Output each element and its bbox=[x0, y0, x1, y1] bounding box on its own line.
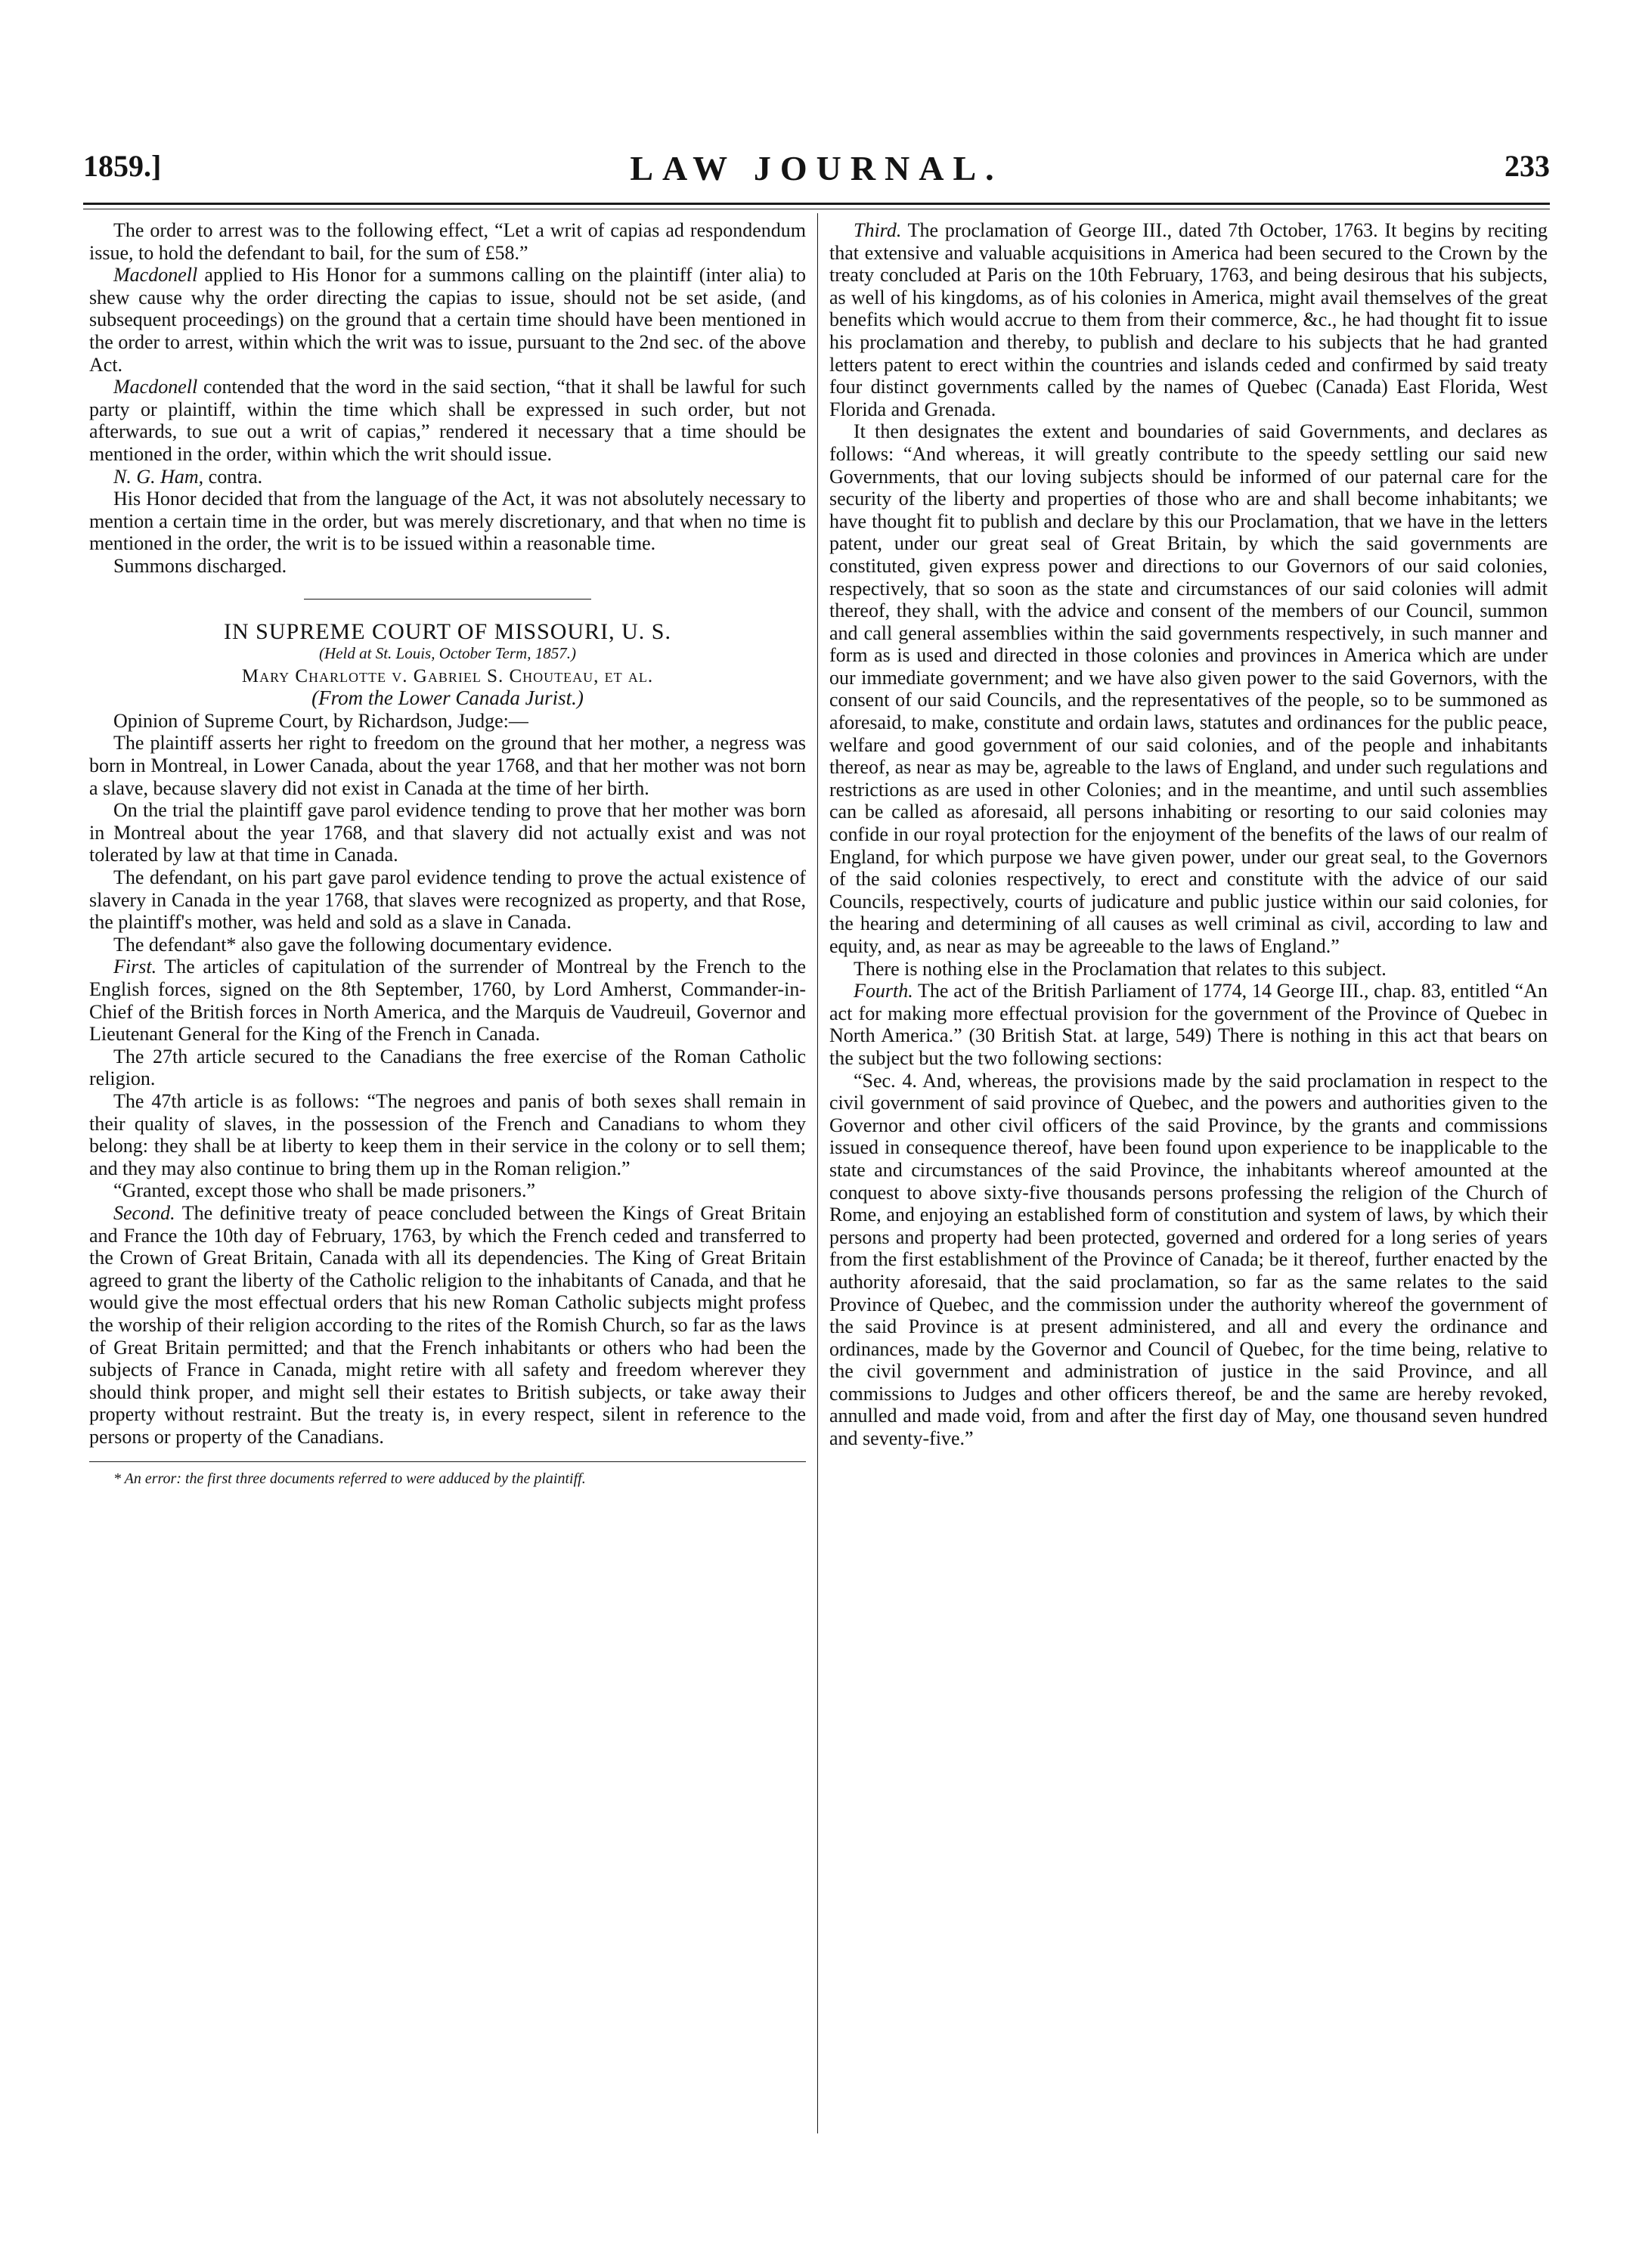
paragraph-text: The defendant, on his part gave parol evidence tending to prove the actual existence of slavery in Canada in the year 1768, that slaves were recognized as property, and that Rose, the plaintiff's mother, was held and sold as a slave in Canada. bbox=[89, 866, 806, 934]
opinion-paragraph bbox=[89, 799, 806, 866]
paragraph-text: The 27th article secured to the Canadians the free exercise of the Roman Catholic religion. bbox=[89, 1045, 806, 1090]
opinion-paragraph bbox=[829, 958, 1548, 981]
opinion-paragraph bbox=[89, 1202, 806, 1448]
article-body bbox=[89, 710, 806, 1448]
opinion-paragraph bbox=[89, 1179, 806, 1202]
paragraph-lead: First. bbox=[113, 956, 157, 978]
column-divider bbox=[817, 213, 818, 2133]
opinion-paragraph bbox=[89, 1046, 806, 1090]
opinion-paragraph bbox=[89, 710, 806, 733]
paragraph-lead: Second. bbox=[113, 1201, 175, 1224]
opinion-paragraph bbox=[829, 219, 1548, 420]
case-paragraph bbox=[89, 376, 806, 465]
paragraph-lead: Fourth. bbox=[854, 980, 913, 1002]
paragraph-lead: N. G. Ham, bbox=[113, 465, 204, 488]
paragraph-lead: Third. bbox=[854, 219, 902, 241]
case-paragraph bbox=[89, 466, 806, 488]
opinion-paragraph bbox=[89, 1090, 806, 1179]
paragraph-lead: Macdonell bbox=[113, 376, 198, 398]
article-title: IN SUPREME COURT OF MISSOURI, U. S. bbox=[224, 618, 671, 644]
article-court-term: (Held at St. Louis, October Term, 1857.) bbox=[319, 644, 576, 663]
right-column bbox=[829, 219, 1548, 1450]
paragraph-text: The order to arrest was to the following effect, “Let a writ of capias ad respondendum issue, to hold the defendant to bail, for the sum of £58.” bbox=[89, 219, 806, 264]
article-body-continued bbox=[829, 219, 1548, 1450]
paragraph-text: The plaintiff asserts her right to freedom on the ground that her mother, a negress was born in Montreal, in Lower Canada, about the year 1768, and that her mother was not born a slave, because slavery did not exist in Canada at the time of her birth. bbox=[89, 732, 806, 799]
page-number: 233 bbox=[1504, 149, 1550, 183]
paragraph-text: It then designates the extent and boundaries of said Governments, and declares as follows: “And whereas, it will greatly contribute to the speedy settling our said new Governments, that our loving subjects should be informed of our paternal care for the security of the liberty and properties of those who are and shall become inhabitants; we have thought fit to publish and declare by this our Proclamation, that we have in the letters patent, under our great seal of Great Britain, by which the said governments are constituted, given express power and directions to our Governors of our said colonies, respectively, that so soon as the state and circumstances of our said colonies will admit thereof, they shall, with the advice and consent of the members of our Council, summon and call general assemblies within the said governments respectively, in such manner and form as is used and directed in those colonies and provinces in America which are under our immediate government; and we have also given power to the said Governors, with the consent of our said Councils, and the representatives of the people, so to be summoned as aforesaid, to make, constitute and ordain laws, statutes and ordinances for the public peace, welfare and good government of our said colonies, and of the people and inhabitants thereof, as near as may be, agreable to the laws of England, and under such regulations and restrictions as are used in other Colonies; and in the meantime, and until such assemblies can be called as aforesaid, all persons inhabiting or resorting to our said colonies may confide in our royal protection for the enjoyment of the benefits of the laws of our realm of England, for which purpose we have given power, under our great seal, to the Governors of the said colonies respectively, to erect and constitute with the advice of our said Councils, respectively, courts of judicature and public justice within our said colonies, for the hearing and determining of all causes as well criminal as civil, according to law and equity, and, as near as may be agreeable to the laws of England.” bbox=[829, 420, 1548, 957]
opinion-paragraph bbox=[89, 866, 806, 934]
paragraph-text: “Granted, except those who shall be made prisoners.” bbox=[113, 1179, 536, 1202]
case-paragraph bbox=[89, 555, 806, 578]
paragraph-text: Opinion of Supreme Court, by Richardson, Judge:— bbox=[113, 709, 528, 732]
paragraph-text: The defendant* also gave the following documentary evidence. bbox=[113, 933, 612, 956]
paragraph-text: applied to His Honor for a summons calling on the plaintiff (inter alia) to shew cause why the order directing the capias to issue, should not be set aside, (and subsequent proceedings) on the ground that a certain time should have been mentioned in the order to arrest, within which the writ was to issue, pursuant to the 2nd sec. of the above Act. bbox=[89, 264, 806, 376]
article-parties: Mary Charlotte v. Gabriel S. Chouteau, et al. bbox=[241, 665, 654, 686]
opinion-paragraph bbox=[829, 980, 1548, 1069]
case-paragraph bbox=[89, 264, 806, 376]
case-report-continued bbox=[89, 219, 806, 578]
left-column bbox=[89, 219, 806, 1491]
opinion-paragraph bbox=[829, 420, 1548, 957]
header-rule-thick bbox=[83, 203, 1550, 205]
paragraph-text: His Honor decided that from the language of the Act, it was not absolutely necessary to mention a certain time in the order, but was merely discretionary, and that when no time is mentioned in the order, the writ is to be issued within a reasonable time. bbox=[89, 488, 806, 555]
opinion-paragraph bbox=[829, 1070, 1548, 1450]
article-source: (From the Lower Canada Jurist.) bbox=[311, 686, 584, 710]
paragraph-text: The definitive treaty of peace concluded between the Kings of Great Britain and France the 10th day of February, 1763, by which the French ceded and transferred to the Crown of Great Britain, Canada with all its dependencies. The King of Great Britain agreed to grant the liberty of the Catholic religion to the inhabitants of Canada, and that he would give the most effectual orders that his new Roman Catholic subjects might profess the worship of their religion according to the rites of the Romish Church, so far as the laws of Great Britain permitted; and that the French inhabitants or others who had been the subjects of France in Canada, might retire with all safety and freedom wherever they should think proper, and might sell their estates to British subjects, or take away their property without restraint. But the treaty is, in every respect, silent in reference to the persons or property of the Canadians. bbox=[89, 1201, 806, 1448]
paragraph-text: Summons discharged. bbox=[113, 554, 287, 577]
paragraph-text: “Sec. 4. And, whereas, the provisions made by the said proclamation in respect to the civil government of said province of Quebec, and the powers and authorities given to the Governor and other civil officers of the said Province, by the grants and commissions issued in consequence thereof, have been found upon experience to be inapplicable to the state and circumstances of the said Province, the inhabitants whereof amounted at the conquest to above sixty-five thousands persons professing the religion of the Church of Rome, and enjoying an established form of constitution and system of laws, by which their persons and property had been protected, governed and ordered for a long series of years from the first establishment of the Province of Canada; be it thereof, further enacted by the authority aforesaid, that the said proclamation, so far as the same relates to the said Province of Quebec, and the commission under the authority whereof the government of the said Province is at present administered, and all and every the ordinance and ordinances, made by the Governor and Council of Quebec, for the time being, relative to the civil government and administration of justice in the said Province, and all commissions to Judges and other officers thereof, be and the same are hereby revoked, annulled and made void, from and after the first day of May, one thousand seven hundred and seventy-five.” bbox=[829, 1069, 1548, 1450]
journal-title: LAW JOURNAL. bbox=[630, 149, 1003, 187]
paragraph-text: contra. bbox=[203, 465, 263, 488]
paragraph-lead: Macdonell bbox=[113, 264, 198, 287]
header-year: 1859.] bbox=[83, 149, 162, 183]
paragraph-text: The proclamation of George III., dated 7th October, 1763. It begins by reciting that extensive and valuable acquisitions in America had been secured to the Crown by the treaty concluded at Paris on the 10th February, 1763, and being desirous that his subjects, as well of his kingdoms, as of his colonies in America, might avail themselves of the great benefits which would accrue to them from their commerce, &c., he had thought fit to issue his proclamation and thereby, to publish and declare to his subjects that he had granted letters patent to erect within the countries and islands ceded and confirmed by said treaty four distinct governments called by the names of Quebec (Canada) East Florida, West Florida and Grenada. bbox=[829, 219, 1548, 420]
paragraph-text: The act of the British Parliament of 1774, 14 George III., chap. 83, entitled “An act for making more effectual provision for the government of the Province of Quebec in North America.” (30 British Stat. at large, 549) There is nothing in this act that bears on the subject but the two following sections: bbox=[829, 980, 1548, 1069]
paragraph-text: There is nothing else in the Proclamation that relates to this subject. bbox=[854, 957, 1387, 980]
footnote: * An error: the first three documents referred to were adduced by the plaintiff. bbox=[113, 1470, 586, 1488]
paragraph-text: The articles of capitulation of the surrender of Montreal by the French to the English forces, signed on the 8th September, 1760, by Lord Amherst, Commander-in-Chief of the British forces in North America, and the Marquis de Vaudreuil, Governor and Lieutenant General for the King of the French in Canada. bbox=[89, 956, 806, 1046]
case-paragraph bbox=[89, 488, 806, 555]
paragraph-text: The 47th article is as follows: “The negroes and panis of both sexes shall remain in their quality of slaves, in the possession of the French and Canadians to whom they belong: they shall be at liberty to keep them in their service in the colony or to sell them; and they may also continue to bring them up in the Roman religion.” bbox=[89, 1089, 806, 1179]
opinion-paragraph bbox=[89, 934, 806, 956]
section-separator bbox=[304, 599, 591, 600]
paragraph-text: On the trial the plaintiff gave parol evidence tending to prove that her mother was born in Montreal about the year 1768, and that slavery did not actually exist and was not tolerated by law at that time in Canada. bbox=[89, 799, 806, 866]
opinion-paragraph bbox=[89, 732, 806, 799]
paragraph-text: contended that the word in the said section, “that it shall be lawful for such party or plaintiff, within the time which shall be expressed in such order, but not afterwards, to sue out a writ of capias,” rendered it necessary that a time should be mentioned in the order, within which the writ should issue. bbox=[89, 376, 806, 465]
opinion-paragraph bbox=[89, 956, 806, 1045]
case-paragraph bbox=[89, 219, 806, 264]
footnote-rule bbox=[89, 1461, 806, 1462]
running-header bbox=[83, 148, 1550, 194]
